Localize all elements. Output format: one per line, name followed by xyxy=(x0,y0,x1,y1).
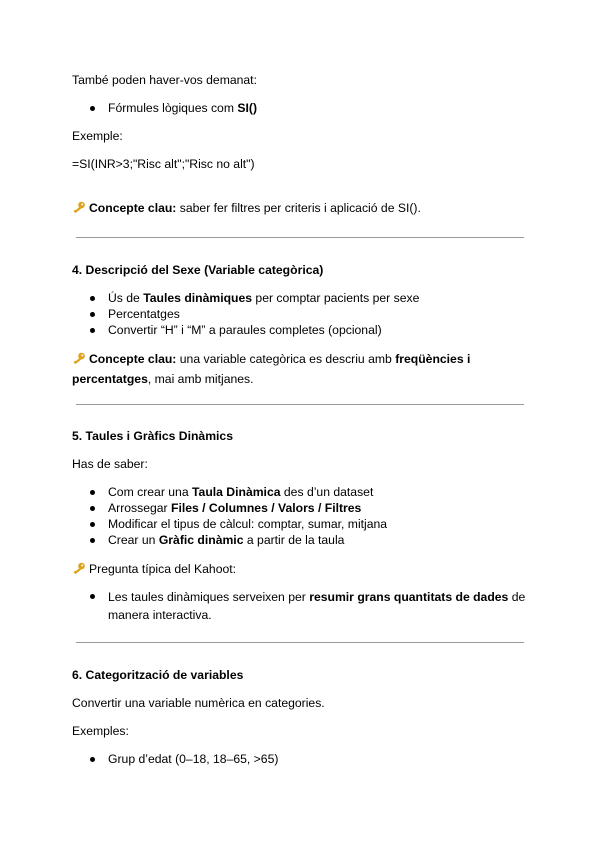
list-item-bold: SI() xyxy=(237,101,258,115)
list-item xyxy=(72,290,527,306)
list-item-bold: Files / Columnes / Valors / Filtres xyxy=(171,501,362,515)
list-item-bold: Taula Dinàmica xyxy=(192,485,281,499)
kahoot-line xyxy=(72,561,527,579)
section-5-lead: Has de saber: xyxy=(72,457,148,471)
bullet-icon xyxy=(90,506,95,511)
key-concept-text: una variable categòrica es descriu amb xyxy=(176,352,396,366)
section-6-title: 6. Categorització de variables xyxy=(72,668,244,682)
list-item xyxy=(72,532,527,548)
key-icon xyxy=(72,352,86,370)
bullet-icon xyxy=(90,328,95,333)
formulas-list xyxy=(72,100,527,116)
list-item-text: Percentatges xyxy=(108,307,180,321)
section-6-lead: Convertir una variable numèrica en categories. xyxy=(72,696,325,710)
list-item xyxy=(72,751,527,767)
list-item-text: Les taules dinàmiques serveixen per xyxy=(108,590,310,604)
list-item-text: a partir de la taula xyxy=(243,533,345,547)
list-item-text: de manera interactiva. xyxy=(108,590,526,622)
key-concept-label: Concepte clau: xyxy=(89,201,177,215)
bullet-icon xyxy=(90,594,95,599)
section-4-title: 4. Descripció del Sexe (Variable categòrica) xyxy=(72,263,324,277)
key-concept-label: Concepte clau: xyxy=(89,352,177,366)
bullet-icon xyxy=(90,106,95,111)
list-item-text: Crear un xyxy=(108,533,159,547)
section-6-list xyxy=(72,751,527,767)
example-label: Exemple: xyxy=(72,129,123,143)
key-icon xyxy=(72,201,86,218)
key-concept-2 xyxy=(72,350,527,388)
intro-text: També poden haver-vos demanat: xyxy=(72,73,257,87)
list-item-text: Modificar el tipus de càlcul: comptar, sumar, mitjana xyxy=(108,517,388,531)
list-item-text: Convertir “H” i “M” a paraules completes (opcional) xyxy=(108,323,382,337)
example-formula: =SI(INR>3;"Risc alt";"Risc no alt") xyxy=(72,157,255,171)
list-item-bold: Gràfic dinàmic xyxy=(158,533,244,547)
list-item xyxy=(72,322,527,338)
key-concept-text: saber fer filtres per criteris i aplicació de SI(). xyxy=(176,201,421,215)
bullet-icon xyxy=(90,757,95,762)
examples-label: Exemples: xyxy=(72,724,129,738)
list-item xyxy=(72,306,527,322)
list-item-text: Grup d’edat (0–18, 18–65, >65) xyxy=(108,752,279,766)
key-concept-1 xyxy=(72,200,527,218)
section-4-list xyxy=(72,290,527,338)
bullet-icon xyxy=(90,296,95,301)
bullet-icon xyxy=(90,538,95,543)
list-item xyxy=(72,484,527,500)
list-item-bold: resumir grans quantitats de dades xyxy=(309,590,509,604)
key-icon xyxy=(72,562,86,579)
list-item xyxy=(72,100,527,116)
list-item xyxy=(72,588,527,624)
kahoot-text: Pregunta típica del Kahoot: xyxy=(89,562,237,576)
section-divider xyxy=(76,642,524,643)
list-item-text: per comptar pacients per sexe xyxy=(252,291,420,305)
list-item-text: Fórmules lògiques com xyxy=(108,101,238,115)
bullet-icon xyxy=(90,312,95,317)
list-item-text: des d’un dataset xyxy=(280,485,374,499)
bullet-icon xyxy=(90,522,95,527)
key-concept-bold: freqüències i percentatges xyxy=(72,352,471,386)
kahoot-list xyxy=(72,588,527,624)
list-item-text: Com crear una xyxy=(108,485,192,499)
list-item-text: Arrossegar xyxy=(108,501,171,515)
list-item xyxy=(72,500,527,516)
key-concept-text: , mai amb mitjanes. xyxy=(147,372,254,386)
list-item-bold: Taules dinàmiques xyxy=(143,291,253,305)
section-divider xyxy=(76,237,524,238)
section-5-list xyxy=(72,484,527,548)
section-5-title: 5. Taules i Gràfics Dinàmics xyxy=(72,429,233,443)
list-item-text: Ús de xyxy=(108,291,144,305)
bullet-icon xyxy=(90,490,95,495)
list-item xyxy=(72,516,527,532)
section-divider xyxy=(76,404,524,405)
